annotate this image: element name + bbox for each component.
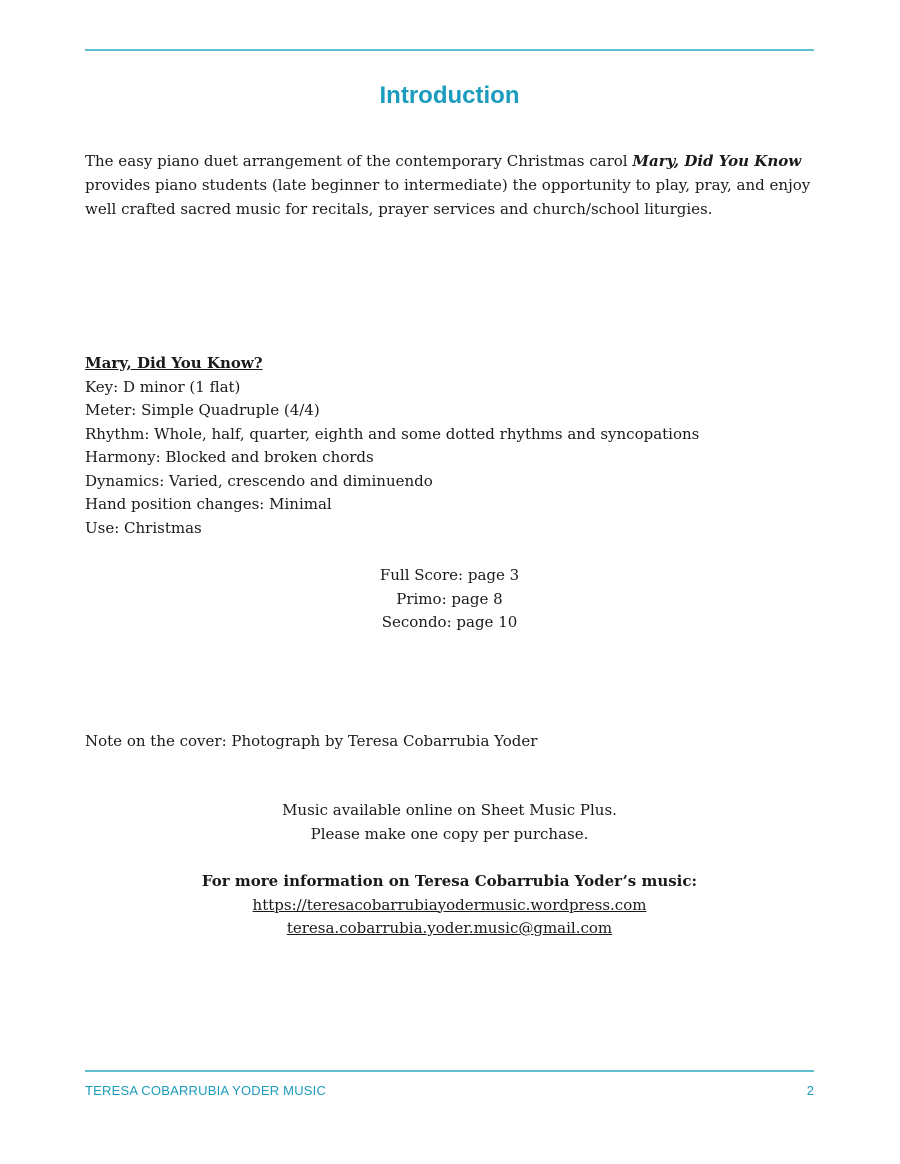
footer-publisher: TERESA COBARRUBIA YODER MUSIC	[85, 1083, 327, 1098]
details-heading: Mary, Did You Know?	[85, 354, 263, 372]
more-info-heading: For more information on Teresa Cobarrubia Yoder’s music:	[201, 872, 698, 890]
header-rule	[85, 49, 814, 51]
availability-note	[85, 799, 814, 846]
page-index-primo: Primo: page 8	[396, 589, 503, 608]
details-dynamics: Dynamics: Varied, crescendo and diminuendo	[85, 471, 433, 490]
page-title: Introduction	[379, 82, 520, 109]
intro-paragraph	[85, 149, 814, 221]
footer-rule	[85, 1070, 814, 1072]
details-use: Use: Christmas	[85, 518, 202, 537]
footer-page-number: 2	[806, 1083, 814, 1098]
email-link[interactable]: teresa.cobarrubia.yoder.music@gmail.com	[286, 919, 613, 937]
intro-text-after: provides piano students (late beginner to intermediate) the opportunity to play, pray, and enjoy well crafted sacred music for recitals, prayer services and church/school liturgies.	[85, 176, 811, 218]
details-harmony: Harmony: Blocked and broken chords	[85, 448, 374, 466]
availability-line-1: Music available online on Sheet Music Plus.	[282, 801, 617, 819]
song-details	[85, 352, 814, 540]
page-index-secondo: Secondo: page 10	[381, 613, 518, 631]
details-hand-position: Hand position changes: Minimal	[85, 495, 332, 513]
details-key: Key: D minor (1 flat)	[85, 377, 241, 396]
cover-note: Note on the cover: Photograph by Teresa Cobarrubia Yoder	[85, 732, 538, 750]
more-info	[85, 870, 814, 941]
intro-text-before: The easy piano duet arrangement of the contemporary Christmas carol	[85, 152, 633, 170]
availability-line-2: Please make one copy per purchase.	[310, 824, 589, 843]
intro-song-title: Mary, Did You Know	[632, 152, 802, 170]
details-rhythm: Rhythm: Whole, half, quarter, eighth and some dotted rhythms and syncopations	[85, 424, 700, 443]
details-meter: Meter: Simple Quadruple (4/4)	[85, 401, 320, 419]
website-link[interactable]: https://teresacobarrubiayodermusic.wordpress.com	[252, 895, 647, 914]
page-index-full-score: Full Score: page 3	[379, 566, 520, 584]
page-index	[85, 564, 814, 635]
